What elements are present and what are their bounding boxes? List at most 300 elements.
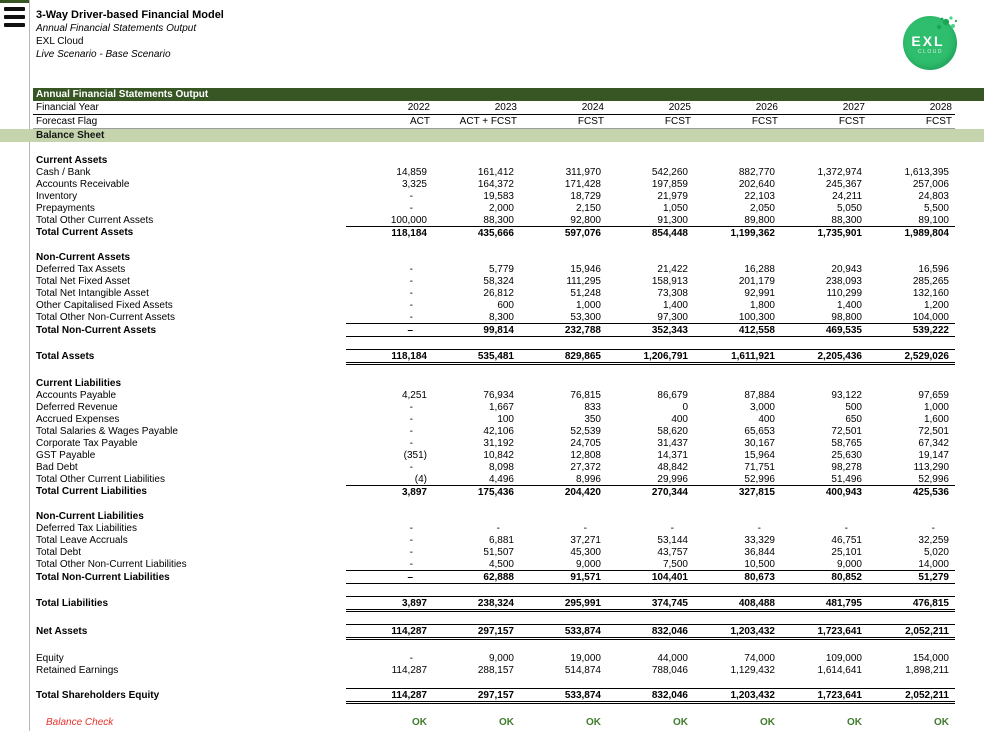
- cell-value: 600: [497, 299, 514, 311]
- cell-value: [607, 703, 694, 717]
- cell-value: [694, 584, 781, 597]
- cell-value: 21,979: [657, 190, 688, 202]
- cell-value: [433, 154, 520, 166]
- cell-value: [520, 377, 607, 389]
- cell-value: [520, 251, 607, 263]
- cell-value: 48,842: [657, 461, 688, 473]
- row-label: Total Other Non-Current Assets: [36, 311, 175, 323]
- cell-value: 52,996: [744, 473, 775, 485]
- cell-value: -: [409, 558, 413, 570]
- cell-value: [694, 251, 781, 263]
- table-row: [33, 571, 955, 584]
- cell-value: 238,324: [433, 597, 520, 611]
- cell-value: 1,613,395: [904, 166, 949, 178]
- cell-value: 535,481: [433, 350, 520, 364]
- cell-value: [346, 611, 433, 625]
- row-label: Total Non-Current Liabilities: [36, 571, 170, 583]
- table-row: [33, 227, 955, 240]
- cell-value: 14,859: [396, 166, 427, 178]
- cell-value: 238,093: [825, 275, 862, 287]
- cell-value: [520, 611, 607, 625]
- cell-value: [433, 337, 520, 350]
- cell-value: -: [409, 413, 413, 425]
- cell-value: [607, 676, 694, 689]
- cell-value: [433, 611, 520, 625]
- cell-value: [520, 154, 607, 166]
- cell-value: 2,052,211: [868, 625, 955, 639]
- cell-value: 53,300: [570, 311, 601, 323]
- cell-value: [868, 377, 955, 389]
- cell-value: 164,372: [477, 178, 514, 190]
- balance-sheet-body: [33, 142, 955, 728]
- row-label: Total Net Fixed Asset: [36, 275, 130, 287]
- cell-value: 76,934: [483, 389, 514, 401]
- cell-value: 788,046: [651, 664, 688, 676]
- balance-sheet-table: [33, 142, 955, 728]
- cell-value: [433, 364, 520, 378]
- row-label: Total Other Current Assets: [36, 214, 154, 226]
- table-row: [33, 202, 955, 214]
- table-row: [33, 522, 955, 534]
- cell-value: 204,420: [520, 486, 607, 499]
- row-label: Prepayments: [36, 202, 95, 214]
- cell-value: -: [931, 522, 935, 534]
- cell-value: [694, 239, 781, 251]
- cell-value: 92,800: [570, 214, 601, 226]
- cell-value: 1,000: [923, 401, 949, 413]
- cell-value: 87,884: [744, 389, 775, 401]
- cell-value: [346, 676, 433, 689]
- table-row: [33, 510, 955, 522]
- cell-value: [781, 676, 868, 689]
- cell-value: 113,290: [913, 461, 949, 473]
- row-label: Financial Year: [33, 101, 346, 115]
- cell-value: [520, 676, 607, 689]
- page-subtitle: Annual Financial Statements Output: [36, 23, 197, 34]
- cell-value: 597,076: [520, 227, 607, 240]
- cell-value: [433, 251, 520, 263]
- cell-value: [520, 142, 607, 154]
- cell-value: 10,500: [744, 558, 775, 570]
- row-label: Corporate Tax Payable: [36, 437, 138, 449]
- cell-value: 58,765: [831, 437, 862, 449]
- cell-value: [520, 703, 607, 717]
- cell-value: 1,129,432: [730, 664, 775, 676]
- cell-value: 2022: [346, 101, 433, 115]
- cell-value: 31,437: [657, 437, 688, 449]
- cell-value: 46,751: [831, 534, 862, 546]
- cell-value: [607, 510, 694, 522]
- cell-value: -: [409, 190, 413, 202]
- row-label: Total Current Assets: [36, 227, 134, 239]
- cell-value: -: [409, 299, 413, 311]
- cell-value: 19,583: [483, 190, 514, 202]
- table-row: [33, 154, 955, 166]
- table-row: [33, 311, 955, 324]
- cell-value: 118,184: [346, 350, 433, 364]
- cell-value: 1,600: [923, 413, 949, 425]
- cell-value: OK: [847, 716, 862, 728]
- cell-value: 2,529,026: [868, 350, 955, 364]
- row-label: Retained Earnings: [36, 664, 119, 676]
- cell-value: 104,000: [912, 311, 949, 323]
- cell-value: OK: [586, 716, 601, 728]
- row-label: Total Shareholders Equity: [36, 690, 160, 701]
- menu-icon[interactable]: [4, 7, 25, 27]
- cell-value: [868, 142, 955, 154]
- cell-value: 2,050: [749, 202, 775, 214]
- cell-value: [868, 498, 955, 510]
- spacer-row: [33, 142, 955, 154]
- cell-value: 21,422: [657, 263, 688, 275]
- cell-value: -: [409, 546, 413, 558]
- cell-value: 9,000: [488, 652, 514, 664]
- spacer-row: [33, 239, 955, 251]
- cell-value: -: [409, 437, 413, 449]
- spacer-row: [33, 498, 955, 510]
- cell-value: [694, 676, 781, 689]
- cell-value: 297,157: [433, 689, 520, 703]
- cell-value: 3,325: [401, 178, 427, 190]
- row-label: Deferred Tax Assets: [36, 263, 126, 275]
- table-row: [33, 425, 955, 437]
- cell-value: 24,211: [832, 190, 862, 202]
- row-label: [33, 498, 346, 510]
- row-label: Non-Current Assets: [36, 251, 131, 263]
- cell-value: 829,865: [520, 350, 607, 364]
- cell-value: 1,000: [575, 299, 601, 311]
- cell-value: [694, 639, 781, 653]
- cell-value: 154,000: [912, 652, 949, 664]
- cell-value: 91,300: [657, 214, 688, 226]
- row-label: Net Assets: [36, 626, 88, 637]
- left-divider-line: [29, 0, 30, 731]
- cell-value: 72,501: [831, 425, 862, 437]
- cell-value: 1,200: [923, 299, 949, 311]
- table-row: [33, 101, 955, 115]
- cell-value: 51,507: [483, 546, 514, 558]
- cell-value: 74,000: [744, 652, 775, 664]
- cell-value: 197,859: [651, 178, 688, 190]
- cell-value: 80,673: [694, 571, 781, 584]
- row-label: Equity: [36, 652, 64, 664]
- cell-value: [607, 142, 694, 154]
- cell-value: (4): [414, 473, 427, 485]
- cell-value: ACT + FCST: [433, 115, 520, 129]
- cell-value: 0: [682, 401, 688, 413]
- cell-value: 2,150: [575, 202, 601, 214]
- cell-value: [781, 142, 868, 154]
- cell-value: [781, 611, 868, 625]
- spacer-row: [33, 703, 955, 717]
- cell-value: 86,679: [657, 389, 688, 401]
- cell-value: 51,248: [570, 287, 601, 299]
- row-label: Accrued Expenses: [36, 413, 120, 425]
- cell-value: 8,300: [488, 311, 514, 323]
- cell-value: [346, 584, 433, 597]
- cell-value: 9,000: [575, 558, 601, 570]
- cell-value: [433, 584, 520, 597]
- cell-value: 2028: [868, 101, 955, 115]
- cell-value: 93,122: [831, 389, 862, 401]
- cell-value: -: [409, 534, 413, 546]
- company-name: EXL Cloud: [36, 36, 84, 47]
- cell-value: OK: [499, 716, 514, 728]
- cell-value: 76,815: [570, 389, 601, 401]
- cell-value: 26,812: [483, 287, 514, 299]
- cell-value: 1,667: [488, 401, 514, 413]
- cell-value: [781, 498, 868, 510]
- spacer-row: [33, 611, 955, 625]
- row-label: Total Leave Accruals: [36, 534, 128, 546]
- cell-value: [346, 377, 433, 389]
- cell-value: [346, 703, 433, 717]
- cell-value: 8,996: [575, 473, 601, 485]
- cell-value: [346, 337, 433, 350]
- cell-value: 132,160: [912, 287, 949, 299]
- row-label: Total Non-Current Assets: [36, 324, 157, 336]
- table-row: [33, 251, 955, 263]
- cell-value: [433, 676, 520, 689]
- cell-value: 80,852: [781, 571, 868, 584]
- cell-value: [694, 498, 781, 510]
- report-header: [36, 9, 224, 61]
- cell-value: 118,184: [346, 227, 433, 240]
- table-row: [33, 597, 955, 611]
- spacer-row: [33, 364, 955, 378]
- cell-value: 1,614,641: [817, 664, 862, 676]
- cell-value: 25,630: [831, 449, 862, 461]
- spacer-row: [33, 584, 955, 597]
- cell-value: FCST: [520, 115, 607, 129]
- cell-value: 469,535: [781, 324, 868, 337]
- cell-value: [781, 510, 868, 522]
- cell-value: FCST: [694, 115, 781, 129]
- cell-value: -: [583, 522, 587, 534]
- cell-value: 7,500: [662, 558, 688, 570]
- top-left-accent-bar: [0, 0, 29, 3]
- cell-value: 202,640: [738, 178, 775, 190]
- cell-value: 114,287: [346, 625, 433, 639]
- cell-value: [433, 703, 520, 717]
- cell-value: 58,324: [483, 275, 514, 287]
- cell-value: 4,500: [488, 558, 514, 570]
- cell-value: [346, 364, 433, 378]
- cell-value: 109,000: [825, 652, 862, 664]
- cell-value: [520, 584, 607, 597]
- row-label: [33, 584, 346, 597]
- cell-value: [433, 498, 520, 510]
- table-row: [33, 689, 955, 703]
- table-row: [33, 178, 955, 190]
- cell-value: [520, 498, 607, 510]
- cell-value: [607, 337, 694, 350]
- cell-value: [520, 337, 607, 350]
- cell-value: -: [409, 202, 413, 214]
- cell-value: 476,815: [868, 597, 955, 611]
- cell-value: [433, 142, 520, 154]
- row-label: Current Assets: [36, 154, 108, 166]
- cell-value: OK: [673, 716, 688, 728]
- cell-value: 295,991: [520, 597, 607, 611]
- cell-value: 3,897: [346, 597, 433, 611]
- cell-value: [607, 639, 694, 653]
- cell-value: 245,367: [825, 178, 862, 190]
- cell-value: OK: [412, 716, 427, 728]
- row-label: Total Liabilities: [36, 598, 109, 609]
- cell-value: 5,500: [923, 202, 949, 214]
- cell-value: [694, 510, 781, 522]
- cell-value: 16,596: [918, 263, 949, 275]
- row-label: Deferred Tax Liabilities: [36, 522, 137, 534]
- row-label: [33, 676, 346, 689]
- cell-value: 88,300: [831, 214, 862, 226]
- spacer-row: [33, 676, 955, 689]
- cell-value: 374,745: [607, 597, 694, 611]
- cell-value: 98,278: [831, 461, 862, 473]
- cell-value: 2,052,211: [868, 689, 955, 703]
- cell-value: –: [346, 324, 433, 337]
- table-row: [33, 461, 955, 473]
- cell-value: 14,000: [918, 558, 949, 570]
- cell-value: 97,659: [918, 389, 949, 401]
- cell-value: 42,106: [483, 425, 514, 437]
- cell-value: 12,808: [570, 449, 601, 461]
- cell-value: 71,751: [744, 461, 775, 473]
- row-label: Inventory: [36, 190, 78, 202]
- cell-value: 36,844: [744, 546, 775, 558]
- cell-value: 89,100: [918, 214, 949, 226]
- row-label: [33, 142, 346, 154]
- cell-value: 400: [758, 413, 775, 425]
- cell-value: [433, 510, 520, 522]
- cell-value: 5,050: [836, 202, 862, 214]
- cell-value: 30,167: [744, 437, 775, 449]
- table-row: [33, 534, 955, 546]
- cell-value: 92,991: [744, 287, 775, 299]
- table-row: [33, 389, 955, 401]
- cell-value: 158,913: [651, 275, 688, 287]
- statements-output-banner: Annual Financial Statements Output: [33, 88, 984, 101]
- cell-value: [607, 239, 694, 251]
- cell-value: 832,046: [607, 689, 694, 703]
- row-label: Bad Debt: [36, 461, 78, 473]
- table-row: [33, 546, 955, 558]
- cell-value: [607, 154, 694, 166]
- cell-value: -: [409, 287, 413, 299]
- cell-value: 51,279: [868, 571, 955, 584]
- cell-value: 1,723,641: [781, 689, 868, 703]
- cell-value: 10,842: [483, 449, 514, 461]
- cell-value: 2023: [433, 101, 520, 115]
- cell-value: 51,496: [831, 473, 862, 485]
- cell-value: 481,795: [781, 597, 868, 611]
- row-label: Total Debt: [36, 546, 82, 558]
- cell-value: 6,881: [488, 534, 514, 546]
- cell-value: 9,000: [836, 558, 862, 570]
- cell-value: -: [409, 401, 413, 413]
- cell-value: 4,251: [401, 389, 427, 401]
- cell-value: [694, 611, 781, 625]
- cell-value: 854,448: [607, 227, 694, 240]
- cell-value: [868, 337, 955, 350]
- cell-value: 100: [497, 413, 514, 425]
- cell-value: -: [496, 522, 500, 534]
- cell-value: 3,000: [749, 401, 775, 413]
- cell-value: 2,000: [488, 202, 514, 214]
- cell-value: 88,300: [483, 214, 514, 226]
- row-label: [33, 639, 346, 653]
- cell-value: 44,000: [657, 652, 688, 664]
- cell-value: ACT: [346, 115, 433, 129]
- row-label: Other Capitalised Fixed Assets: [36, 299, 173, 311]
- logo-text: EXL: [911, 33, 945, 49]
- row-label: Balance Check: [46, 716, 114, 728]
- cell-value: 67,342: [918, 437, 949, 449]
- cell-value: FCST: [607, 115, 694, 129]
- cell-value: 171,428: [564, 178, 601, 190]
- cell-value: -: [409, 275, 413, 287]
- cell-value: 5,779: [488, 263, 514, 275]
- cell-value: 52,539: [570, 425, 601, 437]
- row-label: GST Payable: [36, 449, 96, 461]
- cell-value: [868, 611, 955, 625]
- cell-value: 1,050: [662, 202, 688, 214]
- cell-value: [868, 584, 955, 597]
- cell-value: (351): [403, 449, 427, 461]
- cell-value: 19,000: [570, 652, 601, 664]
- table-row: [33, 263, 955, 275]
- cell-value: [520, 510, 607, 522]
- cell-value: 514,874: [564, 664, 601, 676]
- cell-value: [781, 703, 868, 717]
- cell-value: 2027: [781, 101, 868, 115]
- cell-value: 650: [845, 413, 862, 425]
- cell-value: 533,874: [520, 689, 607, 703]
- cell-value: 175,436: [433, 486, 520, 499]
- table-row: [33, 664, 955, 676]
- cell-value: 352,343: [607, 324, 694, 337]
- cell-value: 29,996: [657, 473, 688, 485]
- cell-value: 350: [584, 413, 601, 425]
- spacer-row: [33, 639, 955, 653]
- cell-value: 297,157: [433, 625, 520, 639]
- cell-value: [520, 364, 607, 378]
- cell-value: 19,147: [918, 449, 949, 461]
- cell-value: -: [409, 461, 413, 473]
- cell-value: [781, 251, 868, 263]
- cell-value: 45,300: [570, 546, 601, 558]
- table-row: [33, 377, 955, 389]
- cell-value: 4,496: [488, 473, 514, 485]
- cell-value: 100,000: [390, 214, 427, 226]
- table-row: [33, 558, 955, 571]
- cell-value: 1,400: [836, 299, 862, 311]
- cell-value: [520, 239, 607, 251]
- table-row: [33, 350, 955, 364]
- cell-value: [781, 337, 868, 350]
- table-row: [33, 115, 955, 129]
- row-label: [33, 611, 346, 625]
- row-label: Total Assets: [36, 351, 95, 362]
- cell-value: -: [409, 263, 413, 275]
- cell-value: 285,265: [912, 275, 949, 287]
- table-row: [33, 275, 955, 287]
- cell-value: 20,943: [831, 263, 862, 275]
- row-label: [33, 337, 346, 350]
- cell-value: [781, 377, 868, 389]
- cell-value: [781, 639, 868, 653]
